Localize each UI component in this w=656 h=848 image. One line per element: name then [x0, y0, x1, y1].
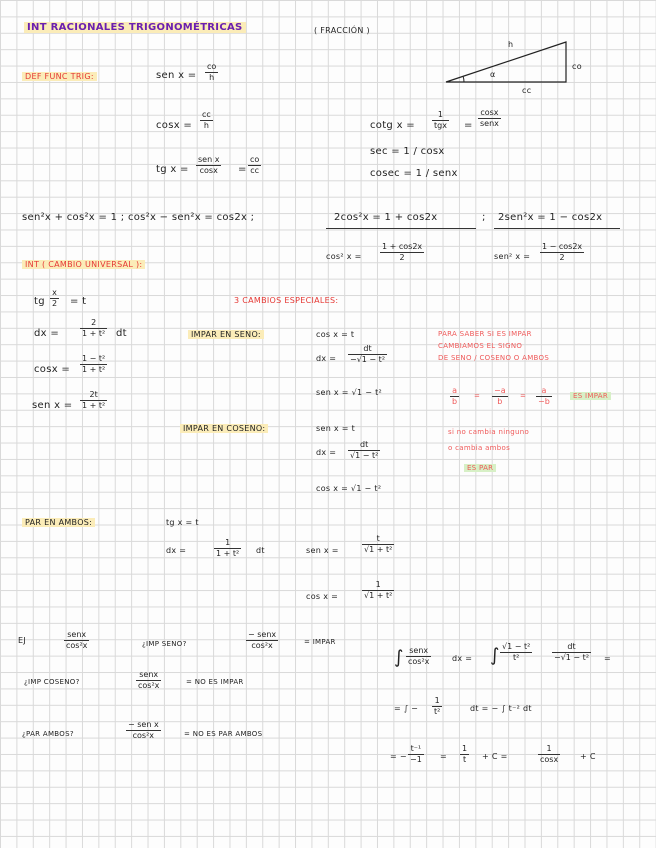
- example-q1-res: = IMPAR: [304, 638, 336, 646]
- note-impar: ES IMPAR: [570, 392, 611, 401]
- identity-box2: 2sen²x = 1 − cos2x: [498, 212, 603, 223]
- def-tg-lhs: tg x =: [156, 164, 189, 175]
- univ-dx-rhs: dt: [116, 328, 127, 339]
- int-line3-frac1: $\frac{\text{t⁻¹}}{-1}$: [410, 744, 422, 764]
- triangle-hyp: h: [508, 40, 514, 49]
- par-ambos-sen-frac: $\frac{t}{\text{√1 + t²}}$: [364, 534, 393, 554]
- impar-seno-dx-lhs: dx =: [316, 354, 337, 363]
- def-sen-frac: $\frac{co}{h}$: [207, 62, 217, 82]
- int-line3-a: = −: [390, 752, 407, 761]
- univ-tg-lhs: tg: [34, 296, 45, 307]
- univ-dx-frac: $\frac{2}{\text{1 + t²}}$: [82, 318, 106, 338]
- example-frac: senx cos²x: [66, 630, 88, 650]
- cos2-frac: $\frac{1 + \cos 2x}{2}$: [382, 242, 423, 262]
- cos2-lhs: cos² x =: [326, 252, 362, 261]
- triangle-adj: cc: [522, 86, 532, 95]
- sen2-lhs: sen² x =: [494, 252, 531, 261]
- impar-coseno-label: IMPAR EN COSENO:: [180, 424, 268, 434]
- note-eq2: =: [520, 392, 527, 400]
- int-line3-end: + C: [580, 752, 596, 761]
- identities-line: sen²x + cos²x = 1 ; cos²x − sen²x = cos2x ;: [22, 212, 255, 223]
- example-q1: ¿IMP SENO?: [142, 640, 187, 648]
- triangle-angle: α: [490, 70, 496, 79]
- par-ambos-tg: tg x = t: [166, 518, 199, 527]
- int2-eq: =: [604, 654, 612, 663]
- def-label: DEF FUNC TRIG:: [22, 72, 97, 82]
- univ-sen-lhs: sen x =: [32, 400, 73, 411]
- note-frac2: $\frac{-a}{b}$: [494, 386, 506, 406]
- example-q2: ¿IMP COSENO?: [24, 678, 80, 686]
- def-cosec: cosec = 1 / senx: [370, 168, 458, 179]
- par-ambos-dx-rhs: dt: [256, 546, 265, 555]
- univ-dx-lhs: dx =: [34, 328, 60, 339]
- def-tg-frac1: sen x cosx: [198, 155, 220, 175]
- par-ambos-cos-frac: $\frac{1}{\text{√1 + t²}}$: [364, 580, 393, 600]
- int2-frac: $\frac{\text{√1 − t²}}{\text{t²}}$: [502, 642, 531, 662]
- note-line3: DE SENO / COSENO O AMBOS: [438, 354, 550, 362]
- def-cos-lhs: cosx =: [156, 120, 193, 131]
- impar-seno-sen: sen x = √1 − t²: [316, 388, 383, 397]
- note-line2: CAMBIAMOS EL SIGNO: [438, 342, 523, 350]
- par-ambos-cos-lhs: cos x =: [306, 592, 339, 601]
- impar-coseno-sen: sen x = t: [316, 424, 356, 433]
- impar-coseno-dx-lhs: dx =: [316, 448, 337, 457]
- univ-tg-rhs: = t: [70, 296, 87, 307]
- identity-brace1: [326, 228, 476, 229]
- special-title: 3 CAMBIOS ESPECIALES:: [234, 296, 339, 305]
- universal-title: INT ( CAMBIO UNIVERSAL ):: [22, 260, 145, 270]
- integral-sign-2: ∫: [490, 645, 500, 666]
- int-line2-b: dt = − ∫ t⁻² dt: [470, 704, 532, 713]
- note-line1: PARA SABER SI ES IMPAR: [438, 330, 532, 338]
- par-ambos-sen-lhs: sen x =: [306, 546, 339, 555]
- univ-cos-lhs: cosx =: [34, 364, 71, 375]
- def-tg-frac2: $\frac{co}{cc}$: [250, 155, 260, 175]
- identity-box1: 2cos²x = 1 + cos2x: [334, 212, 438, 223]
- def-sen-lhs: sen x =: [156, 70, 197, 81]
- page-title: [24, 22, 246, 34]
- par-ambos-label: PAR EN AMBOS:: [22, 518, 95, 528]
- univ-cos-frac: $\frac{\text{1 − t²}}{\text{1 + t²}}$: [82, 354, 106, 374]
- int-line3-frac3: $\frac{1}{\cos x}$: [540, 744, 559, 764]
- int-line2-a: = ∫ −: [394, 704, 419, 713]
- identity-sep: ;: [482, 212, 486, 223]
- def-cos-frac: $\frac{cc}{h}$: [202, 110, 211, 130]
- sen2-frac: $\frac{1 - \cos 2x}{2}$: [542, 242, 583, 262]
- def-cotg-eq: =: [464, 120, 473, 131]
- par-ambos-dx-lhs: dx =: [166, 546, 187, 555]
- note-eq1: =: [474, 392, 481, 400]
- note-frac1: $\frac{a}{b}$: [452, 386, 458, 406]
- example-label: EJ: [18, 636, 27, 645]
- example-q1-frac: − senx cos²x: [248, 630, 277, 650]
- example-q2-res: = NO ES IMPAR: [186, 678, 244, 686]
- note-frac3: $\frac{a}{-b}$: [538, 386, 550, 406]
- def-cotg-lhs: cotg x =: [370, 120, 415, 131]
- int2b-frac: $\frac{dt}{\text{−√1 − t²}}$: [554, 642, 590, 662]
- int1-dx: dx =: [452, 654, 473, 663]
- univ-tg-frac: $\frac{x}{2}$: [52, 288, 58, 308]
- impar-coseno-dx-frac: $\frac{dt}{\text{√1 − t²}}$: [350, 440, 379, 460]
- triangle-opp: co: [572, 62, 582, 71]
- impar-seno-dx-frac: $\frac{dt}{\text{−√1 − t²}}$: [350, 344, 386, 364]
- def-cotg-frac2: cosx senx: [480, 108, 499, 128]
- triangle-diagram: [440, 38, 590, 93]
- int-line2-frac: $\frac{1}{\text{t²}}$: [434, 696, 441, 716]
- int-line3-c: + C =: [482, 752, 508, 761]
- int1-frac: senx cos²x: [408, 646, 430, 666]
- example-q3: ¿PAR AMBOS?: [22, 730, 74, 738]
- par-ambos-dx-frac: $\frac{1}{\text{1 + t²}}$: [216, 538, 240, 558]
- def-tg-eq: =: [238, 164, 247, 175]
- int-line3-eq: =: [440, 752, 448, 761]
- univ-sen-frac: $\frac{2t}{\text{1 + t²}}$: [82, 390, 106, 410]
- title-sub: ( FRACCIÓN ): [314, 26, 370, 35]
- note-line4: si no cambia ninguno: [448, 428, 530, 436]
- integral-sign-1: ∫: [394, 647, 404, 668]
- identity-brace2: [494, 228, 620, 229]
- note-par: ES PAR: [464, 464, 496, 473]
- example-q3-res: = NO ES PAR AMBOS: [184, 730, 263, 738]
- title-main: INT RACIONALES TRIGONOMÉTRICAS: [24, 22, 246, 33]
- impar-seno-label: IMPAR EN SENO:: [188, 330, 264, 340]
- impar-seno-cos: cos x = t: [316, 330, 355, 339]
- example-q2-frac: senx cos²x: [138, 670, 160, 690]
- int-line3-frac2: $\frac{1}{t}$: [462, 744, 468, 764]
- impar-coseno-cos: cos x = √1 − t²: [316, 484, 382, 493]
- note-line5: o cambia ambos: [448, 444, 511, 452]
- example-q3-frac: − sen x cos²x: [128, 720, 159, 740]
- def-sec: sec = 1 / cosx: [370, 146, 445, 157]
- def-cotg-frac1: 1 tgx: [434, 110, 447, 130]
